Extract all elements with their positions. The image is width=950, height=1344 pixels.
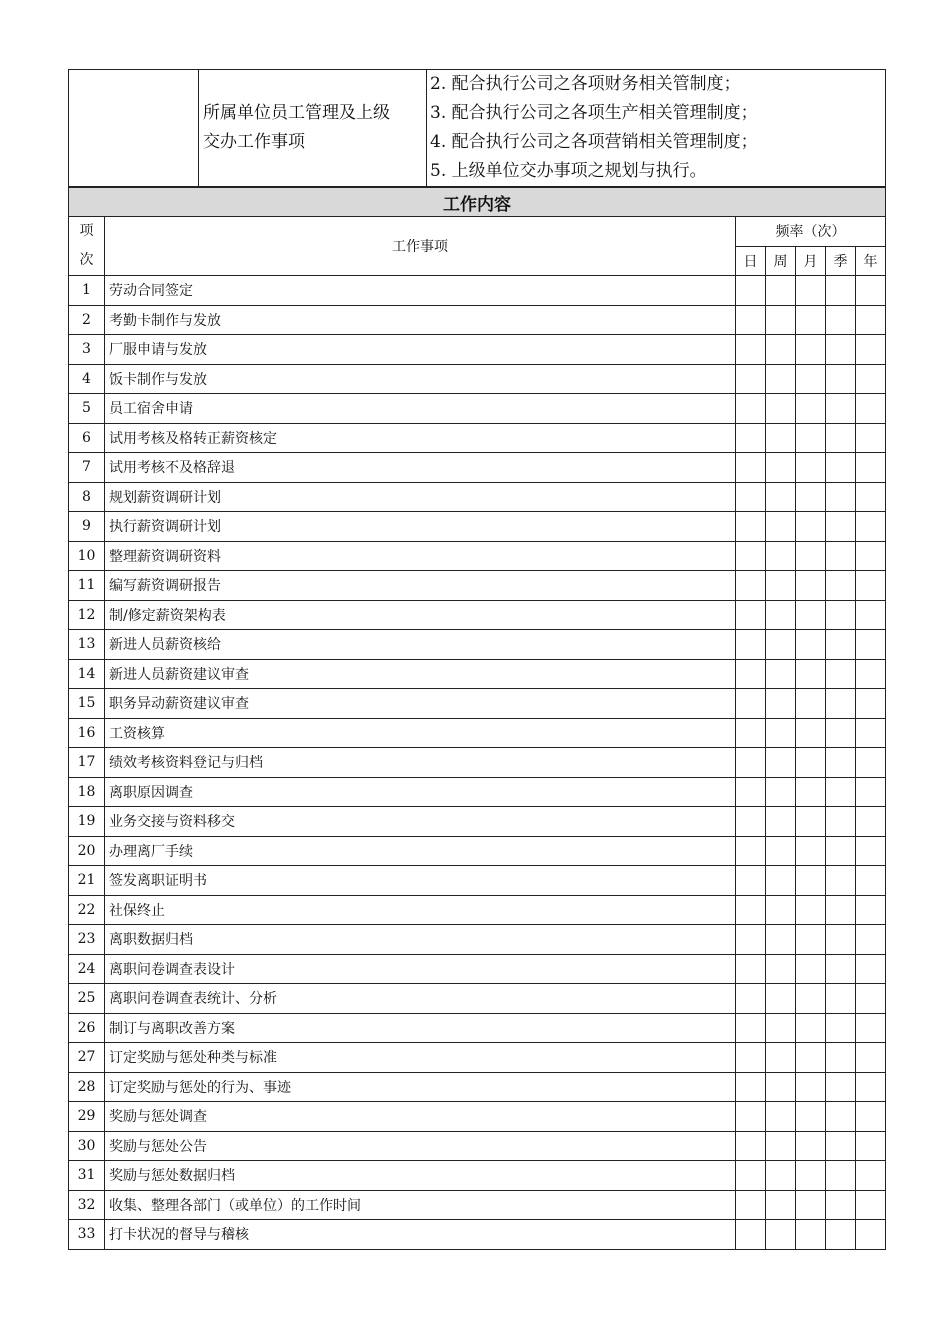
table-row	[69, 1072, 886, 1102]
freq-quarter-cell	[826, 335, 856, 365]
table-row	[69, 305, 886, 335]
freq-month-cell	[796, 1043, 826, 1073]
freq-year-cell	[856, 895, 886, 925]
freq-day-cell	[736, 895, 766, 925]
row-number: 25	[69, 984, 105, 1014]
freq-week-cell	[766, 984, 796, 1014]
responsibility-table	[68, 69, 886, 187]
freq-month-cell	[796, 512, 826, 542]
freq-week-cell	[766, 954, 796, 984]
table-row	[69, 364, 886, 394]
freq-year-cell	[856, 1102, 886, 1132]
task-name: 订定奖励与惩处种类与标准	[105, 1043, 736, 1073]
freq-year-cell	[856, 925, 886, 955]
freq-quarter-cell	[826, 1190, 856, 1220]
task-name: 绩效考核资料登记与归档	[105, 748, 736, 778]
task-name: 奖励与惩处公告	[105, 1131, 736, 1161]
freq-month-cell	[796, 453, 826, 483]
row-number: 9	[69, 512, 105, 542]
freq-week-cell	[766, 925, 796, 955]
freq-month-cell	[796, 1131, 826, 1161]
freq-month-cell	[796, 394, 826, 424]
freq-quarter-cell	[826, 659, 856, 689]
freq-day-cell	[736, 1161, 766, 1191]
freq-day-cell	[736, 777, 766, 807]
task-name: 办理离厂手续	[105, 836, 736, 866]
table-row	[69, 335, 886, 365]
freq-month-cell	[796, 718, 826, 748]
freq-week-cell	[766, 777, 796, 807]
freq-month-cell	[796, 541, 826, 571]
table-row	[69, 895, 886, 925]
category-line: 交办工作事项	[203, 132, 305, 152]
index-header	[69, 217, 105, 276]
job-description-sheet	[68, 69, 885, 1250]
freq-year-cell	[856, 335, 886, 365]
blank-cell	[69, 70, 199, 187]
task-name: 职务异动薪资建议审查	[105, 689, 736, 719]
freq-day-cell	[736, 807, 766, 837]
freq-month-cell	[796, 423, 826, 453]
responsibility-item: 5. 上级单位交办事项之规划与执行。	[430, 161, 707, 181]
freq-week-cell	[766, 895, 796, 925]
freq-week-cell	[766, 1013, 796, 1043]
freq-quarter-cell	[826, 541, 856, 571]
freq-month-cell	[796, 305, 826, 335]
freq-week-cell	[766, 718, 796, 748]
row-number: 18	[69, 777, 105, 807]
freq-day-cell	[736, 984, 766, 1014]
freq-year-header: 年	[856, 246, 886, 276]
freq-month-cell	[796, 807, 826, 837]
freq-year-cell	[856, 305, 886, 335]
freq-month-cell	[796, 925, 826, 955]
row-number: 2	[69, 305, 105, 335]
row-number: 8	[69, 482, 105, 512]
freq-year-cell	[856, 453, 886, 483]
row-number: 6	[69, 423, 105, 453]
task-name: 奖励与惩处调查	[105, 1102, 736, 1132]
row-number: 14	[69, 659, 105, 689]
freq-month-cell	[796, 836, 826, 866]
freq-week-cell	[766, 600, 796, 630]
table-row	[69, 689, 886, 719]
freq-quarter-cell	[826, 364, 856, 394]
freq-year-cell	[856, 689, 886, 719]
freq-month-cell	[796, 600, 826, 630]
freq-week-cell	[766, 689, 796, 719]
table-row	[69, 954, 886, 984]
freq-month-cell	[796, 1102, 826, 1132]
freq-quarter-cell	[826, 777, 856, 807]
responsibility-items	[427, 70, 886, 187]
freq-quarter-cell	[826, 1072, 856, 1102]
table-row	[69, 777, 886, 807]
freq-week-cell	[766, 541, 796, 571]
freq-week-cell	[766, 1190, 796, 1220]
table-row	[69, 1131, 886, 1161]
task-name: 制/修定薪资架构表	[105, 600, 736, 630]
freq-year-cell	[856, 600, 886, 630]
task-name: 整理薪资调研资料	[105, 541, 736, 571]
freq-year-cell	[856, 364, 886, 394]
freq-quarter-cell	[826, 453, 856, 483]
freq-year-cell	[856, 571, 886, 601]
row-number: 1	[69, 276, 105, 306]
freq-year-cell	[856, 659, 886, 689]
freq-week-header: 周	[766, 246, 796, 276]
freq-day-cell	[736, 453, 766, 483]
table-row	[69, 630, 886, 660]
task-name: 离职问卷调查表统计、分析	[105, 984, 736, 1014]
freq-day-cell	[736, 600, 766, 630]
freq-year-cell	[856, 1190, 886, 1220]
task-name: 新进人员薪资建议审查	[105, 659, 736, 689]
row-number: 29	[69, 1102, 105, 1132]
freq-year-cell	[856, 482, 886, 512]
freq-year-cell	[856, 541, 886, 571]
freq-quarter-cell	[826, 630, 856, 660]
task-name: 员工宿舍申请	[105, 394, 736, 424]
freq-month-cell	[796, 276, 826, 306]
task-rows	[69, 276, 886, 1250]
freq-day-cell	[736, 364, 766, 394]
freq-quarter-cell	[826, 866, 856, 896]
freq-quarter-cell	[826, 482, 856, 512]
task-name: 制订与离职改善方案	[105, 1013, 736, 1043]
freq-week-cell	[766, 335, 796, 365]
freq-year-cell	[856, 1131, 886, 1161]
row-number: 7	[69, 453, 105, 483]
task-name: 试用考核不及格辞退	[105, 453, 736, 483]
freq-day-cell	[736, 394, 766, 424]
freq-day-cell	[736, 482, 766, 512]
freq-quarter-cell	[826, 600, 856, 630]
task-name: 奖励与惩处数据归档	[105, 1161, 736, 1191]
row-number: 4	[69, 364, 105, 394]
freq-year-cell	[856, 276, 886, 306]
freq-week-cell	[766, 836, 796, 866]
freq-quarter-header: 季	[826, 246, 856, 276]
row-number: 24	[69, 954, 105, 984]
row-number: 22	[69, 895, 105, 925]
row-number: 3	[69, 335, 105, 365]
row-number: 21	[69, 866, 105, 896]
work-content-table	[68, 187, 886, 1250]
freq-week-cell	[766, 276, 796, 306]
freq-day-cell	[736, 866, 766, 896]
table-row	[69, 718, 886, 748]
table-row	[69, 571, 886, 601]
table-row	[69, 1043, 886, 1073]
freq-quarter-cell	[826, 512, 856, 542]
freq-month-cell	[796, 659, 826, 689]
freq-day-cell	[736, 423, 766, 453]
freq-quarter-cell	[826, 1043, 856, 1073]
freq-day-cell	[736, 541, 766, 571]
task-name: 考勤卡制作与发放	[105, 305, 736, 335]
task-name: 劳动合同签定	[105, 276, 736, 306]
responsibility-item: 4. 配合执行公司之各项营销相关管理制度；	[430, 132, 758, 152]
freq-day-cell	[736, 630, 766, 660]
freq-week-cell	[766, 659, 796, 689]
freq-month-cell	[796, 1161, 826, 1191]
freq-month-cell	[796, 748, 826, 778]
table-row	[69, 1102, 886, 1132]
freq-month-cell	[796, 335, 826, 365]
task-name: 业务交接与资料移交	[105, 807, 736, 837]
frequency-header: 频率（次）	[736, 217, 886, 247]
category-line: 所属单位员工管理及上级	[203, 103, 390, 123]
table-row	[69, 866, 886, 896]
row-number: 10	[69, 541, 105, 571]
freq-year-cell	[856, 718, 886, 748]
freq-month-cell	[796, 1190, 826, 1220]
freq-quarter-cell	[826, 1013, 856, 1043]
freq-day-cell	[736, 718, 766, 748]
freq-month-cell	[796, 364, 826, 394]
freq-quarter-cell	[826, 954, 856, 984]
freq-week-cell	[766, 1220, 796, 1250]
freq-quarter-cell	[826, 305, 856, 335]
responsibility-category	[199, 70, 427, 187]
freq-day-cell	[736, 836, 766, 866]
freq-quarter-cell	[826, 1131, 856, 1161]
responsibility-item: 2. 配合执行公司之各项财务相关管制度；	[430, 74, 741, 94]
row-number: 27	[69, 1043, 105, 1073]
freq-month-cell	[796, 1220, 826, 1250]
table-row	[69, 600, 886, 630]
freq-day-cell	[736, 1072, 766, 1102]
freq-year-cell	[856, 1220, 886, 1250]
row-number: 31	[69, 1161, 105, 1191]
responsibility-item: 3. 配合执行公司之各项生产相关管理制度；	[430, 103, 758, 123]
task-name: 厂服申请与发放	[105, 335, 736, 365]
task-header: 工作事项	[105, 217, 736, 276]
freq-week-cell	[766, 482, 796, 512]
freq-quarter-cell	[826, 984, 856, 1014]
freq-month-cell	[796, 571, 826, 601]
table-row	[69, 836, 886, 866]
freq-quarter-cell	[826, 925, 856, 955]
index-header-bottom: 次	[79, 252, 94, 268]
freq-quarter-cell	[826, 1102, 856, 1132]
freq-week-cell	[766, 1043, 796, 1073]
row-number: 15	[69, 689, 105, 719]
task-name: 试用考核及格转正薪资核定	[105, 423, 736, 453]
freq-year-cell	[856, 1043, 886, 1073]
freq-day-cell	[736, 276, 766, 306]
task-name: 订定奖励与惩处的行为、事迹	[105, 1072, 736, 1102]
freq-year-cell	[856, 630, 886, 660]
freq-week-cell	[766, 1161, 796, 1191]
freq-month-cell	[796, 984, 826, 1014]
freq-day-cell	[736, 748, 766, 778]
freq-month-cell	[796, 777, 826, 807]
freq-day-cell	[736, 1102, 766, 1132]
freq-week-cell	[766, 807, 796, 837]
task-name: 工资核算	[105, 718, 736, 748]
freq-week-cell	[766, 423, 796, 453]
task-name: 编写薪资调研报告	[105, 571, 736, 601]
table-row	[69, 748, 886, 778]
freq-week-cell	[766, 394, 796, 424]
freq-quarter-cell	[826, 836, 856, 866]
freq-quarter-cell	[826, 718, 856, 748]
freq-week-cell	[766, 571, 796, 601]
row-number: 17	[69, 748, 105, 778]
freq-quarter-cell	[826, 276, 856, 306]
freq-week-cell	[766, 630, 796, 660]
freq-day-cell	[736, 571, 766, 601]
row-number: 12	[69, 600, 105, 630]
freq-year-cell	[856, 1161, 886, 1191]
row-number: 13	[69, 630, 105, 660]
table-row	[69, 1013, 886, 1043]
freq-year-cell	[856, 777, 886, 807]
freq-day-cell	[736, 1131, 766, 1161]
freq-week-cell	[766, 1102, 796, 1132]
table-row	[69, 512, 886, 542]
freq-month-cell	[796, 482, 826, 512]
freq-day-cell	[736, 1220, 766, 1250]
index-header-top: 项	[79, 223, 94, 239]
freq-quarter-cell	[826, 748, 856, 778]
freq-week-cell	[766, 748, 796, 778]
freq-year-cell	[856, 394, 886, 424]
row-number: 30	[69, 1131, 105, 1161]
freq-week-cell	[766, 305, 796, 335]
table-row	[69, 453, 886, 483]
freq-quarter-cell	[826, 571, 856, 601]
task-name: 收集、整理各部门（或单位）的工作时间	[105, 1190, 736, 1220]
table-row	[69, 541, 886, 571]
freq-day-cell	[736, 1013, 766, 1043]
freq-week-cell	[766, 364, 796, 394]
freq-week-cell	[766, 1072, 796, 1102]
table-row	[69, 1190, 886, 1220]
freq-quarter-cell	[826, 1161, 856, 1191]
row-number: 26	[69, 1013, 105, 1043]
freq-day-header: 日	[736, 246, 766, 276]
row-number: 11	[69, 571, 105, 601]
freq-month-cell	[796, 630, 826, 660]
freq-day-cell	[736, 305, 766, 335]
row-number: 23	[69, 925, 105, 955]
row-number: 32	[69, 1190, 105, 1220]
freq-year-cell	[856, 512, 886, 542]
freq-month-cell	[796, 866, 826, 896]
table-row	[69, 925, 886, 955]
freq-year-cell	[856, 866, 886, 896]
task-name: 执行薪资调研计划	[105, 512, 736, 542]
task-name: 社保终止	[105, 895, 736, 925]
freq-month-cell	[796, 895, 826, 925]
freq-month-cell	[796, 954, 826, 984]
freq-week-cell	[766, 1131, 796, 1161]
freq-day-cell	[736, 954, 766, 984]
freq-month-cell	[796, 689, 826, 719]
freq-year-cell	[856, 836, 886, 866]
freq-month-cell	[796, 1013, 826, 1043]
task-name: 离职原因调查	[105, 777, 736, 807]
freq-month-header: 月	[796, 246, 826, 276]
freq-day-cell	[736, 689, 766, 719]
row-number: 28	[69, 1072, 105, 1102]
task-name: 打卡状况的督导与稽核	[105, 1220, 736, 1250]
freq-week-cell	[766, 512, 796, 542]
task-name: 规划薪资调研计划	[105, 482, 736, 512]
table-row	[69, 659, 886, 689]
task-name: 离职问卷调查表设计	[105, 954, 736, 984]
freq-month-cell	[796, 1072, 826, 1102]
freq-quarter-cell	[826, 394, 856, 424]
table-row	[69, 394, 886, 424]
row-number: 19	[69, 807, 105, 837]
task-name: 签发离职证明书	[105, 866, 736, 896]
row-number: 33	[69, 1220, 105, 1250]
table-row	[69, 1220, 886, 1250]
freq-week-cell	[766, 866, 796, 896]
freq-year-cell	[856, 1072, 886, 1102]
table-row	[69, 423, 886, 453]
freq-day-cell	[736, 925, 766, 955]
task-name: 新进人员薪资核给	[105, 630, 736, 660]
freq-year-cell	[856, 807, 886, 837]
table-row	[69, 276, 886, 306]
row-number: 20	[69, 836, 105, 866]
task-name: 离职数据归档	[105, 925, 736, 955]
freq-year-cell	[856, 423, 886, 453]
freq-quarter-cell	[826, 423, 856, 453]
freq-quarter-cell	[826, 807, 856, 837]
freq-quarter-cell	[826, 689, 856, 719]
freq-quarter-cell	[826, 895, 856, 925]
row-number: 5	[69, 394, 105, 424]
section-title: 工作内容	[69, 188, 886, 217]
freq-year-cell	[856, 1013, 886, 1043]
table-row	[69, 984, 886, 1014]
table-row	[69, 1161, 886, 1191]
table-row	[69, 482, 886, 512]
task-name: 饭卡制作与发放	[105, 364, 736, 394]
freq-day-cell	[736, 512, 766, 542]
freq-year-cell	[856, 748, 886, 778]
freq-week-cell	[766, 453, 796, 483]
row-number: 16	[69, 718, 105, 748]
freq-quarter-cell	[826, 1220, 856, 1250]
table-row	[69, 807, 886, 837]
freq-day-cell	[736, 1190, 766, 1220]
freq-year-cell	[856, 984, 886, 1014]
freq-day-cell	[736, 659, 766, 689]
freq-year-cell	[856, 954, 886, 984]
freq-day-cell	[736, 1043, 766, 1073]
freq-day-cell	[736, 335, 766, 365]
